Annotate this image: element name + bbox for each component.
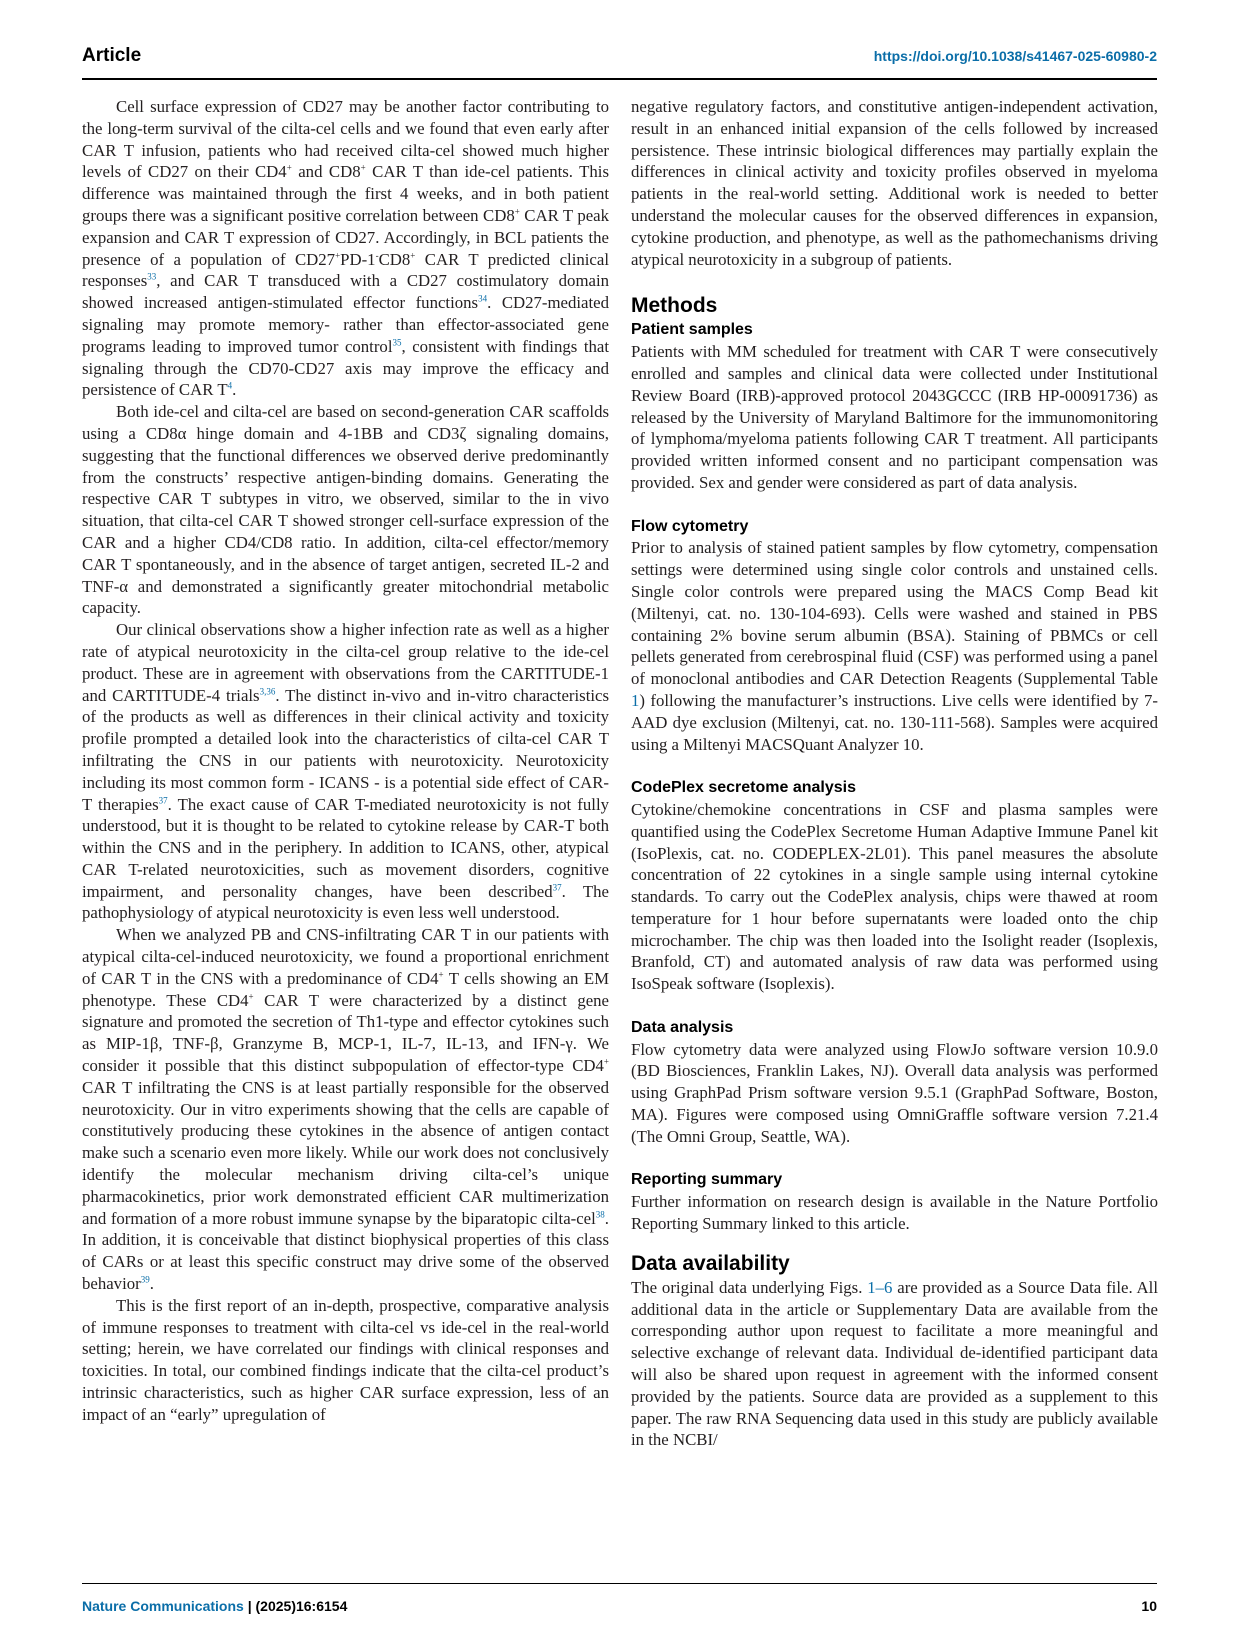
flow-cytometry-text: Prior to analysis of stained patient samples by flow cytometry, compensation settings were determined using single color controls and unstained cells. Single color controls were prepared using the MACS Comp Bead kit (Miltenyi, cat. no. 130-104-693). Cells were washed and stained in PBS containing 2% bovine serum albumin (BSA). Staining of PBMCs or cell pellets generated from cerebrospinal fluid (CSF) was performed using a panel of monoclonal antibodies and CAR Detection Reagents (Supplemental Table 1) following the manufacturer’s instructions. Live cells were identified by 7-AAD dye exclusion (Miltenyi, cat. no. 130-111-568). Samples were acquired using a Miltenyi MACSQuant Analyzer 10. [631,538,1158,754]
paragraph-cns-infiltrating: When we analyzed PB and CNS-infiltrating CAR T in our patients with atypical cilta-cel-induced neurotoxicity, we found a proportional enrichment of CAR T in the CNS with a predominance of CD4+ T cells showing an EM phenotype. These CD4+ CAR T were characterized by a distinct gene signature and promoted the secretion of Th1-type and effector cytokines such as MIP-1β, TNF-β, Granzyme B, MCP-1, IL-7, IL-13, and IFN-γ. We consider it possible that this distinct subpopulation of effector-type CD4+ CAR T infiltrating the CNS is at least partially responsible for the observed neurotoxicity. Our in vitro experiments showing that the cells are capable of constitutively producing these cytokines in the absence of antigen contact make such a scenario even more likely. While our work does not conclusively identify the molecular mechanism driving cilta-cel’s unique pharmacokinetics, prior work demonstrated efficient CAR multimerization and formation of a more robust immune synapse by the biparatopic cilta-cel$^{38}$. In addition, it is conceivable that distinct biophysical properties of this class of CARs or at least this specific construct may drive some of the observed behavior$^{39}$. [82,925,610,1294]
figures-link[interactable]: 1–6 [867,1277,893,1297]
methods-heading: Methods [631,294,718,318]
codeplex-text: Cytokine/chemokine concentrations in CSF and plasma samples were quantified using the CodePlex Secretome Human Adaptive Immune Panel kit (IsoPlexis, cat. no. CODEPLEX-2L01). This panel measures the absolute concentration of 22 cytokines in a single sample using internal cytokine standards. To carry out the CodePlex analysis, chips were thawed at room temperature for 1 hour before supernatants were loaded onto the chip microchamber. The chip was then loaded into the Isolight reader (Isoplexis, Branfold, CT) and automated analysis of raw data was performed using IsoSpeak software (Isoplexis). [631,799,1158,994]
supplemental-table-link[interactable]: 1 [631,690,640,710]
citation-link[interactable]: 37 [158,794,168,805]
header-divider [82,78,1157,80]
running-header [82,44,1157,74]
citation-link[interactable]: 34 [478,293,488,304]
citation-link[interactable]: 4 [227,380,233,391]
flow-cytometry-heading: Flow cytometry [631,517,749,535]
paragraph-clinical-observations: Our clinical observations show a higher infection rate as well as a higher rate of atypical neurotoxicity in the cilta-cel group relative to the ide-cel product. These are in agreement with observations from the CARTITUDE-1 and CARTITUDE-4 trials$^{3,36}$. The distinct in-vivo and in-vitro characteristics of the products as well as differences in their clinical activity and toxicity profile prompted a detailed look into the characteristics of cilta-cel CAR T infiltrating the CNS in our patients with neurotoxicity. Neurotoxicity including its most common form - ICANS - is a potential side effect of CAR-T therapies$^{37}$. The exact cause of CAR T-mediated neurotoxicity is not fully understood, but it is thought to be related to cytokine release by CAR-T both within the CNS and in the periphery. In addition to ICANS, other, atypical CAR T-related neurotoxicities, such as movement disorders, cognitive impairment, and personality changes, have been described$^{37}$. The pathophysiology of atypical neurotoxicity is even less well understood. [82,620,610,923]
journal-name-link[interactable]: Nature Communications [82,1598,244,1614]
citation-link[interactable]: 33 [147,271,157,282]
patient-samples-heading: Patient samples [631,321,753,339]
paragraph-first-report: This is the first report of an in-depth, prospective, comparative analysis of immune responses to treatment with cilta-cel vs ide-cel in the real-world setting; herein, we have correlated our findings with clinical responses and toxicities. In total, our combined findings indicate that the cilta-cel product’s intrinsic characteristics, such as higher CAR surface expression, less of an impact of an “early” upregulation of [82,1295,609,1424]
patient-samples-text: Patients with MM scheduled for treatment with CAR T were consecutively enrolled and samples and clinical data were collected under Institutional Review Board (IRB)-approved protocol 2043GCCC (IRB HP-00091736) as released by the University of Maryland Baltimore for the immunomonitoring of lymphoma/myeloma patients following CAR T treatment. All participants provided written informed consent and no participant compensation was provided. Sex and gender were considered as part of data analysis. [631,342,1158,492]
doi-link[interactable]: https://doi.org/10.1038/s41467-025-60980-2 [873,48,1157,64]
journal-citation: | (2025)16:6154 [243,1598,348,1614]
page-number: 10 [1141,1598,1157,1614]
article-type-label: Article [82,45,142,66]
citation-link[interactable]: 38 [595,1209,605,1220]
citation-link[interactable]: 3,36 [259,685,276,696]
data-analysis-heading: Data analysis [631,1018,734,1036]
data-analysis-text: Flow cytometry data were analyzed using FlowJo software version 10.9.0 (BD Biosciences, Franklin Lakes, NJ). Overall data analysis was performed using GraphPad Prism software version 9.5.1 (GraphPad Software, Boston, MA). Figures were composed using OmniGraffle software version 7.21.4 (The Omni Group, Seattle, WA). [631,1039,1158,1146]
citation-link[interactable]: 37 [552,882,562,893]
paragraph-cd27: Cell surface expression of CD27 may be another factor contributing to the long-term survival of the cilta-cel cells and we found that even early after CAR T infusion, patients who had received cilta-cel showed much higher levels of CD27 on their CD4+ and CD8+ CAR T than ide-cel patients. This difference was maintained through the first 4 weeks, and in both patient groups there was a significant positive correlation between CD8+ CAR T peak expansion and CAR T expression of CD27. Accordingly, in BCL patients the presence of a population of CD27+PD-1-CD8+ CAR T predicted clinical responses$^{33}$, and CAR T transduced with a CD27 costimulatory domain showed increased antigen-stimulated effector functions$^{34}$. CD27-mediated signaling may promote memory- rather than effector-associated gene programs leading to improved tumor control$^{35}$, consistent with findings that signaling through the CD70-CD27 axis may improve the efficacy and persistence of CAR T$^4$. [82,97,610,400]
reporting-summary-heading: Reporting summary [631,1171,783,1189]
data-availability-text: The original data underlying Figs. 1–6 are provided as a Source Data file. All additional data in the article or Supplementary Data are available from the corresponding author upon request to facilitate a more meaningful and selective exchange of relevant data. Individual de-identified participant data will also be shared upon request in agreement with the informed consent provided by the patients. Source data are provided as a supplement to this paper. The raw RNA Sequencing data used in this study are publicly available in the NCBI/ [631,1277,1158,1450]
right-column [631,96,1158,1451]
citation-link[interactable]: 35 [392,337,402,348]
codeplex-heading: CodePlex secretome analysis [631,779,857,797]
data-availability-heading: Data availability [631,1251,790,1275]
footer-divider [82,1583,1157,1584]
paragraph-scaffolds: Both ide-cel and cilta-cel are based on second-generation CAR scaffolds using a CD8α hinge domain and 4-1BB and CD3ζ signaling domains, suggesting that the functional differences we observed derive predominantly from the constructs’ respective antigen-binding domains. Generating the respective CAR T subtypes in vitro, we observed, similar to the in vivo situation, that cilta-cel CAR T showed stronger cell-surface expression of the CAR and a higher CD4/CD8 ratio. In addition, cilta-cel effector/memory CAR T spontaneously, and in the absence of target antigen, secreted IL-2 and TNF-α and demonstrated a significantly greater mitochondrial metabolic capacity. [82,402,609,618]
left-column [82,96,609,1426]
citation-link[interactable]: 39 [140,1274,150,1285]
page-footer [82,1597,1157,1619]
reporting-summary-text: Further information on research design is available in the Nature Portfolio Reporting Summary linked to this article. [631,1192,1158,1234]
paragraph-continuation: negative regulatory factors, and constitutive antigen-independent activation, result in an enhanced initial expansion of the cells followed by increased persistence. These intrinsic biological differences may partially explain the differences in clinical activity and toxicity profiles observed in myeloma patients in the real-world setting. Additional work is needed to better understand the molecular causes for the observed differences in expansion, cytokine production, and phenotype, as well as the pathomechanisms driving atypical neurotoxicity in a subgroup of patients. [631,97,1158,269]
